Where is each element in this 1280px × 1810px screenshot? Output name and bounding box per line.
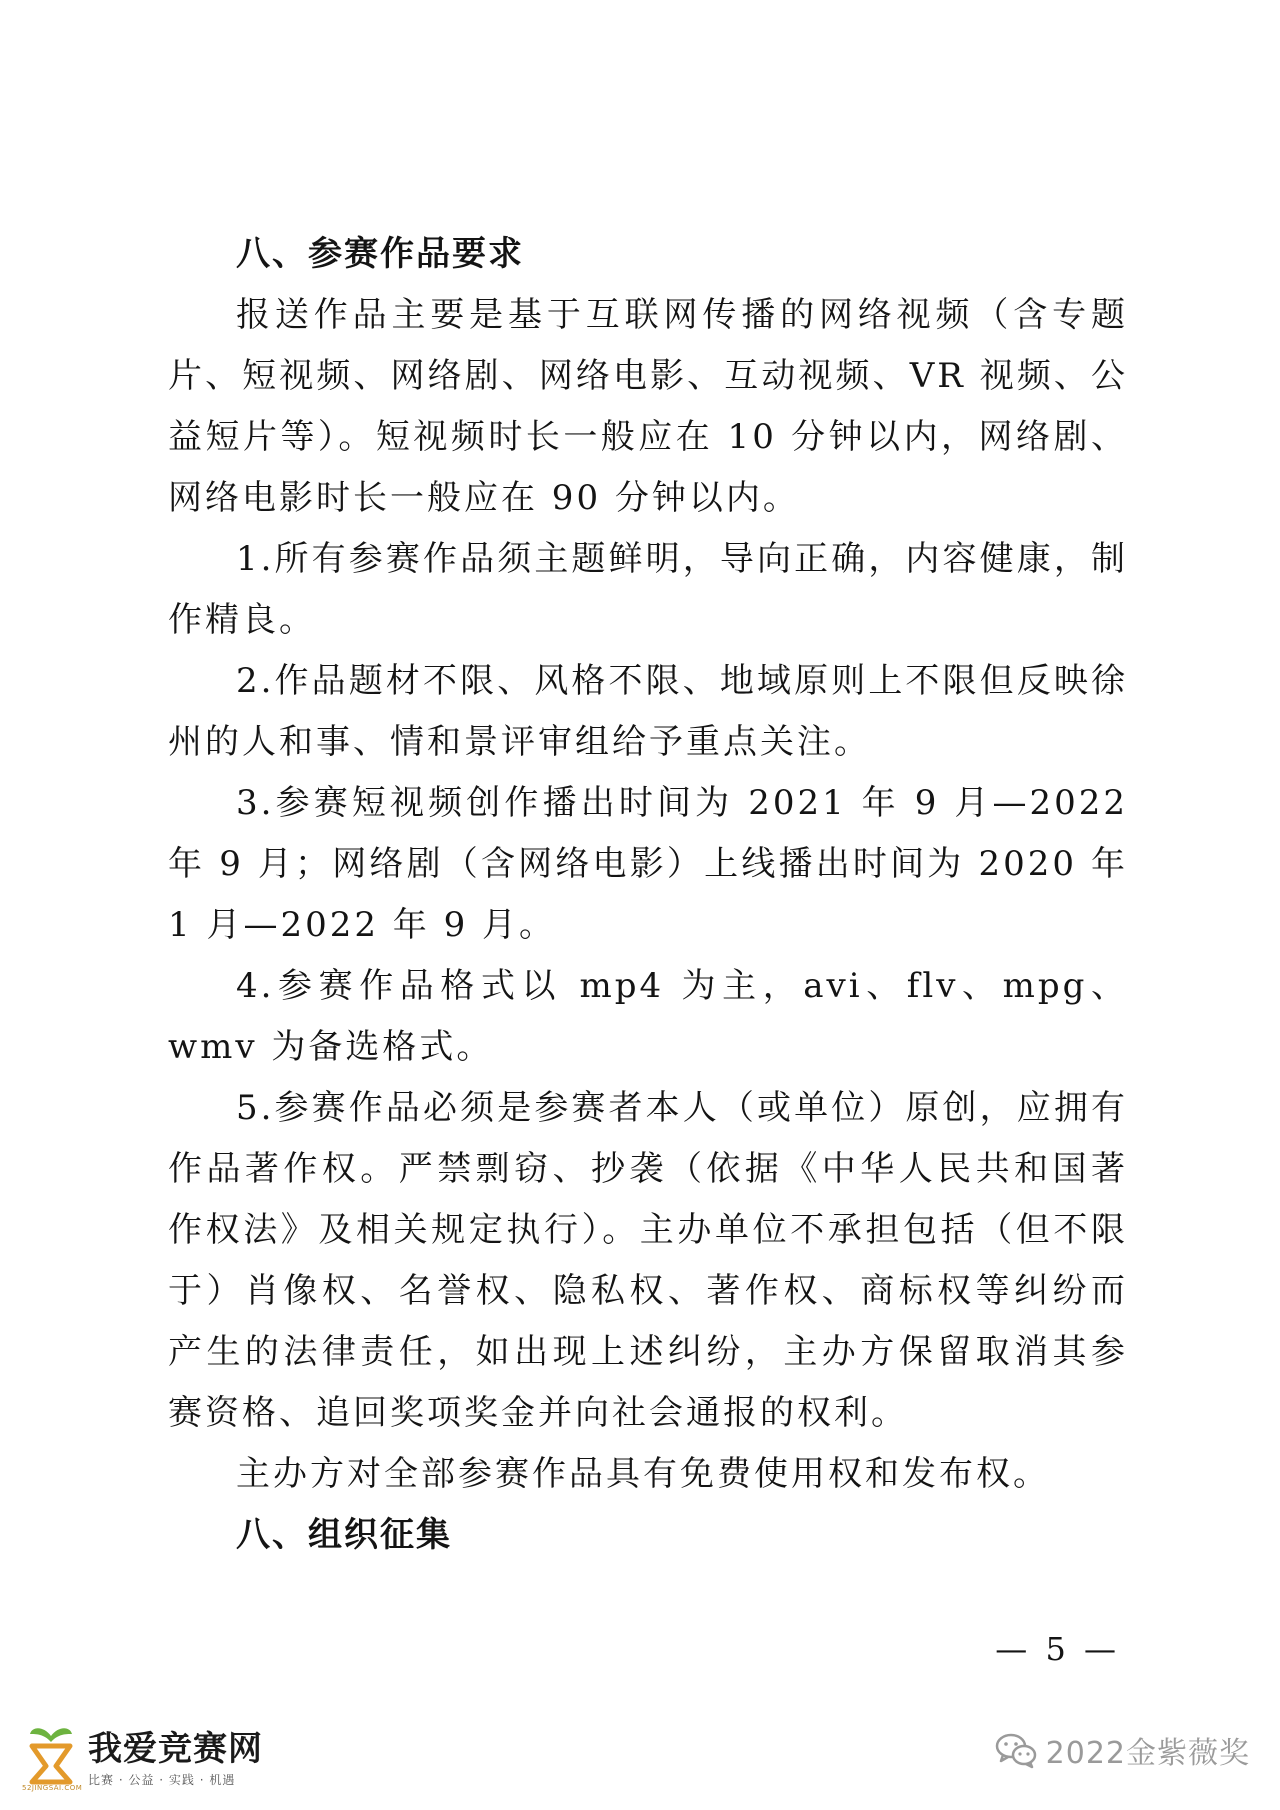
- wechat-icon: [994, 1730, 1038, 1770]
- paragraph-item-2: 2.作品题材不限、风格不限、地域原则上不限但反映徐州的人和事、情和景评审组给予重点关注。: [168, 661, 1128, 762]
- paragraph-intro: 报送作品主要是基于互联网传播的网络视频（含专题片、短视频、网络剧、网络电影、互动视频、VR 视频、公益短片等）。短视频时长一般应在 10 分钟以内，网络剧、网络电影时长一般应在 90 分钟以内。: [168, 295, 1128, 518]
- section-heading-collection: 八、组织征集: [236, 1515, 452, 1555]
- site-logo: [22, 1718, 263, 1798]
- section-heading-requirements: 八、参赛作品要求: [236, 234, 524, 274]
- paragraph-item-3: 3.参赛短视频创作播出时间为 2021 年 9 月—2022 年 9 月；网络剧（含网络电影）上线播出时间为 2020 年 1 月—2022 年 9 月。: [168, 783, 1128, 945]
- watermark-text: 2022金紫薇奖: [1045, 1736, 1250, 1771]
- document-body: [168, 224, 1128, 1566]
- paragraph-usage-rights: 主办方对全部参赛作品具有免费使用权和发布权。: [236, 1454, 1050, 1494]
- logo-domain: 52JINGSAI.COM: [22, 1784, 83, 1792]
- wechat-watermark: [994, 1728, 1250, 1772]
- logo-title: 我爱竞赛网: [88, 1728, 263, 1769]
- logo-text: [88, 1729, 263, 1788]
- logo-icon: [22, 1722, 83, 1794]
- paragraph-item-1: 1.所有参赛作品须主题鲜明，导向正确，内容健康，制作精良。: [168, 539, 1128, 640]
- page-number: — 5 —: [995, 1630, 1120, 1668]
- logo-subtitle: 比赛 · 公益 · 实践 · 机遇: [88, 1772, 236, 1787]
- paragraph-item-5: 5.参赛作品必须是参赛者本人（或单位）原创，应拥有作品著作权。严禁剽窃、抄袭（依据《中华人民共和国著作权法》及相关规定执行）。主办单位不承担包括（但不限于）肖像权、名誉权、隐私权、著作权、商标权等纠纷而产生的法律责任，如出现上述纠纷，主办方保留取消其参赛资格、追回奖项奖金并向社会通报的权利。: [168, 1088, 1128, 1433]
- paragraph-item-4: 4.参赛作品格式以 mp4 为主，avi、flv、mpg、wmv 为备选格式。: [168, 966, 1128, 1067]
